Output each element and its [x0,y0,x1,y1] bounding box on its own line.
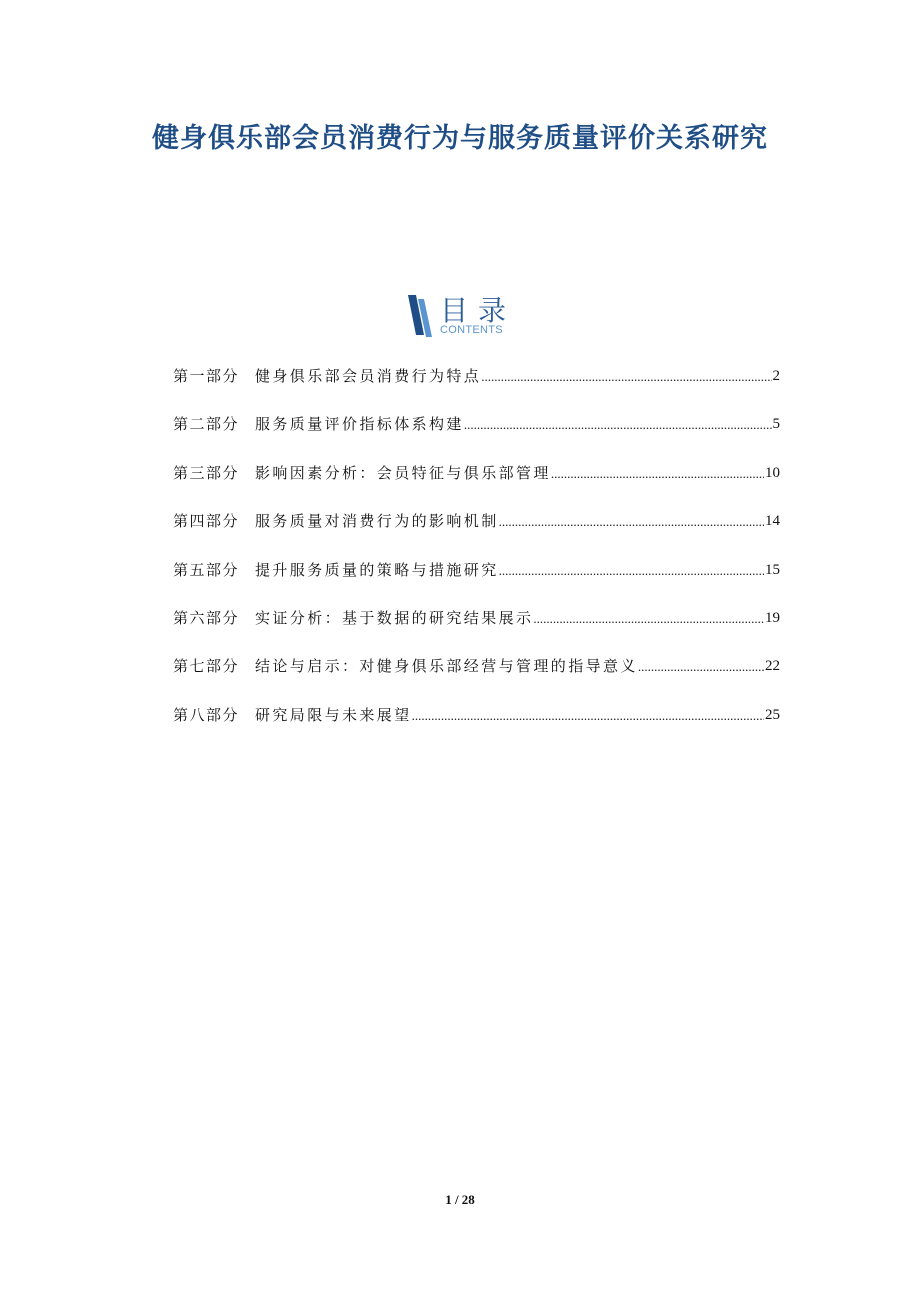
toc-entry[interactable] [173,656,780,704]
toc-entry[interactable] [173,414,780,462]
toc-entry-part: 第八部分 [173,705,240,724]
toc-entry[interactable] [173,608,780,656]
toc-entry-part: 第七部分 [173,657,240,676]
toc-entry[interactable] [173,463,780,511]
toc-entry-title: 提升服务质量的策略与措施研究 [255,560,499,579]
toc-entry-page: 15 [765,561,780,578]
toc-leader-dots [551,463,764,484]
toc-heading: 目录 [440,294,517,327]
toc-entry-page: 22 [765,658,780,675]
toc-entry-page: 14 [765,513,780,530]
toc-entry-part: 第三部分 [173,463,240,482]
toc-entry[interactable] [173,705,780,753]
toc-entry-title: 研究局限与未来展望 [255,705,412,724]
toc-entry-title: 健身俱乐部会员消费行为特点 [255,367,482,385]
toc-entry-title: 实证分析：基于数据的研究结果展示 [255,608,534,627]
toc-entry-part: 第一部分 [173,367,240,385]
toc-list [173,366,780,753]
toc-entry-title: 服务质量评价指标体系构建 [255,415,464,434]
toc-leader-dots [464,414,772,435]
toc-entry[interactable] [173,560,780,608]
toc-entry-part: 第二部分 [173,415,240,434]
book-spine-icon [408,295,434,337]
toc-leader-dots [412,705,764,726]
toc-entry[interactable] [173,366,780,414]
toc-leader-dots [638,656,764,677]
toc-leader-dots [499,560,764,581]
toc-subheading: CONTENTS [440,324,503,336]
toc-entry-title: 服务质量对消费行为的影响机制 [255,512,499,531]
toc-leader-dots [481,366,771,387]
toc-entry-page: 5 [772,416,780,433]
toc-leader-dots [499,511,764,532]
toc-entry-page: 10 [765,464,780,481]
toc-entry-page: 2 [772,368,780,384]
toc-entry-part: 第五部分 [173,560,240,579]
toc-entry[interactable] [173,511,780,559]
toc-entry-part: 第六部分 [173,608,240,627]
document-title: 健身俱乐部会员消费行为与服务质量评价关系研究 [152,123,768,154]
page-number: 1 / 28 [445,1192,475,1207]
toc-entry-page: 19 [765,609,780,626]
toc-leader-dots [533,608,764,629]
toc-entry-page: 25 [765,706,780,723]
toc-entry-title: 结论与启示：对健身俱乐部经营与管理的指导意义 [255,657,638,676]
toc-header [408,293,538,341]
toc-entry-part: 第四部分 [173,512,240,531]
toc-entry-title: 影响因素分析：会员特征与俱乐部管理 [255,463,551,482]
